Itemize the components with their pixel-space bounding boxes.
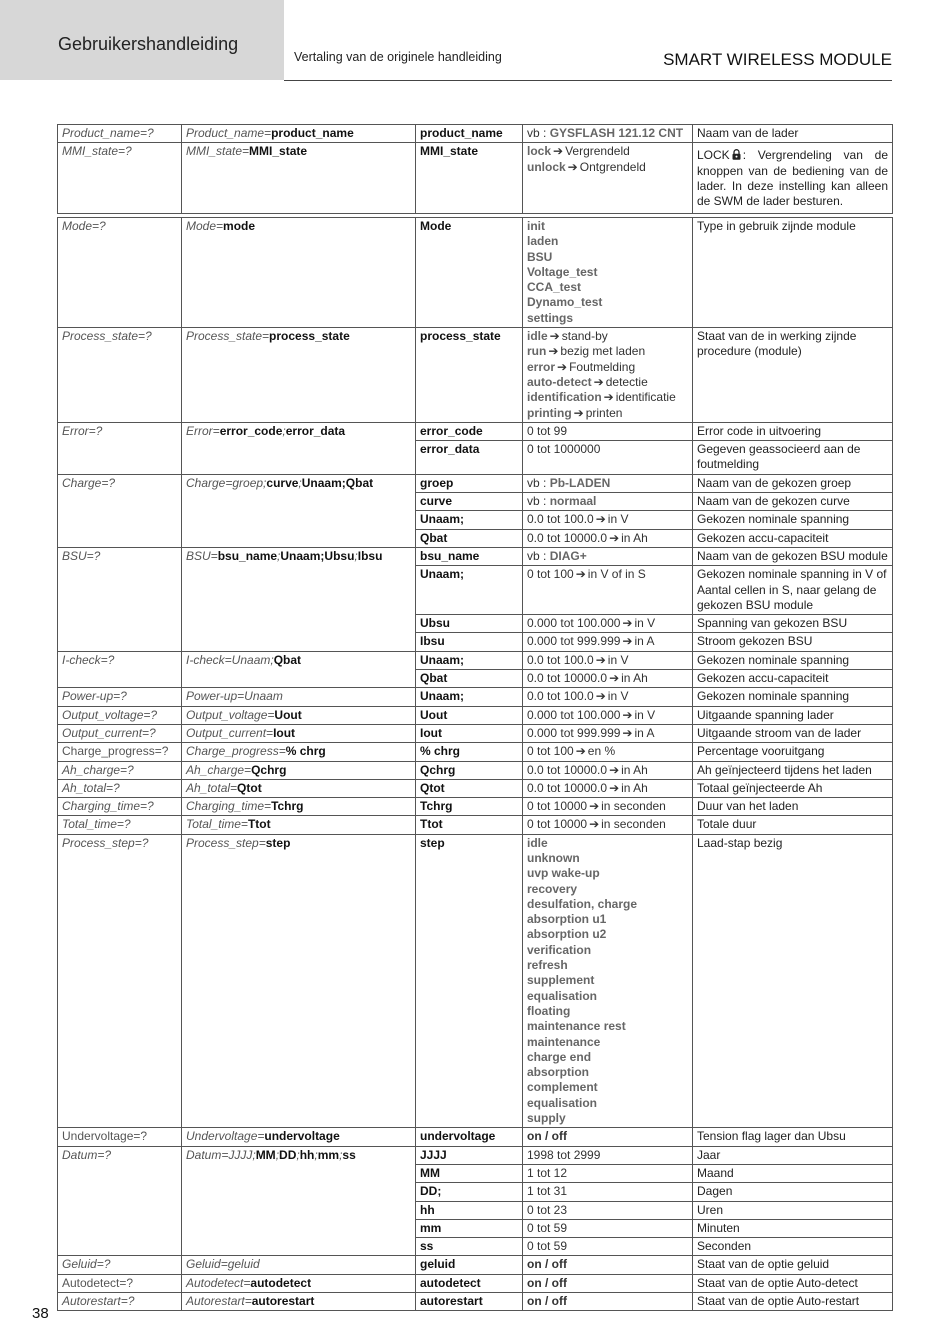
- response-cell: Ah_charge=Qchrg: [182, 761, 416, 779]
- response-cell: Total_time=Ttot: [182, 816, 416, 834]
- param-cell: Unaam;: [416, 566, 523, 615]
- table-row: [58, 125, 893, 143]
- table-row: [58, 143, 893, 214]
- description-cell: Uren: [693, 1201, 893, 1219]
- table-row: [58, 724, 893, 742]
- description-cell: Jaar: [693, 1146, 893, 1164]
- query-cell: Charge=?: [58, 474, 182, 547]
- arrow-icon: ➔: [609, 671, 620, 686]
- response-cell: Power-up=Unaam: [182, 688, 416, 706]
- query-cell: Process_state=?: [58, 328, 182, 423]
- description-cell: Gekozen accu-capaciteit: [693, 670, 893, 688]
- response-cell: Charge=groep;curve;Unaam;Qbat: [182, 474, 416, 547]
- page-title: Gebruikershandleiding: [58, 34, 239, 54]
- response-cell: Error=error_code;error_data: [182, 422, 416, 474]
- value-cell: 0.000 tot 100.000 ➔ in V: [523, 706, 693, 724]
- arrow-icon: ➔: [595, 512, 606, 527]
- query-cell: Charging_time=?: [58, 798, 182, 816]
- value-cell: 0 tot 1000000: [523, 441, 693, 475]
- query-cell: Datum=?: [58, 1146, 182, 1256]
- value-cell: idle ➔ stand-by run ➔ bezig met laden error ➔ Foutmelding auto-detect ➔ detectie identification ➔ identificatie printing ➔ printen: [523, 328, 693, 423]
- description-cell: Duur van het laden: [693, 798, 893, 816]
- query-cell: Mode=?: [58, 218, 182, 328]
- description-cell: Gekozen nominale spanning: [693, 688, 893, 706]
- arrow-icon: ➔: [595, 689, 606, 704]
- description-cell: Staat van de optie geluid: [693, 1256, 893, 1274]
- arrow-icon: ➔: [589, 799, 600, 814]
- param-cell: Tchrg: [416, 798, 523, 816]
- value-cell: 0.0 tot 10000.0 ➔ in Ah: [523, 761, 693, 779]
- table-row: [58, 474, 893, 492]
- value-cell: 0.000 tot 999.999 ➔ in A: [523, 724, 693, 742]
- description-cell: Maand: [693, 1164, 893, 1182]
- table-row: [58, 1274, 893, 1292]
- arrow-icon: ➔: [609, 530, 620, 545]
- description-cell: Naam van de gekozen groep: [693, 474, 893, 492]
- param-cell: geluid: [416, 1256, 523, 1274]
- value-cell: vb : Pb-LADEN: [523, 474, 693, 492]
- query-cell: BSU=?: [58, 547, 182, 651]
- value-cell: 0.0 tot 10000.0 ➔ in Ah: [523, 670, 693, 688]
- page-subtitle: Vertaling van de originele handleiding: [294, 50, 502, 64]
- description-cell: Type in gebruik zijnde module: [693, 218, 893, 328]
- arrow-icon: ➔: [557, 359, 568, 374]
- arrow-icon: ➔: [549, 329, 560, 344]
- value-cell: init laden BSU Voltage_test CCA_test Dynamo_test settings: [523, 218, 693, 328]
- description-cell: Naam van de gekozen curve: [693, 493, 893, 511]
- arrow-icon: ➔: [589, 817, 600, 832]
- description-cell: Staat van de optie Auto-detect: [693, 1274, 893, 1292]
- arrow-icon: ➔: [548, 344, 559, 359]
- description-cell: Gegeven geassocieerd aan de foutmelding: [693, 441, 893, 475]
- description-cell: Error code in uitvoering: [693, 422, 893, 440]
- description-cell: Spanning van gekozen BSU: [693, 615, 893, 633]
- response-cell: I-check=Unaam;Qbat: [182, 651, 416, 688]
- table-row: [58, 798, 893, 816]
- query-cell: I-check=?: [58, 651, 182, 688]
- param-cell: Qbat: [416, 529, 523, 547]
- arrow-icon: ➔: [609, 762, 620, 777]
- description-cell: Gekozen nominale spanning in V of Aantal cellen in S, naar gelang de gekozen BSU module: [693, 566, 893, 615]
- param-cell: Uout: [416, 706, 523, 724]
- param-cell: Unaam;: [416, 511, 523, 529]
- response-cell: Autodetect=autodetect: [182, 1274, 416, 1292]
- param-cell: Ibsu: [416, 633, 523, 651]
- value-cell: 0 tot 10000 ➔ in seconden: [523, 798, 693, 816]
- table-row: [58, 547, 893, 565]
- response-cell: Ah_total=Qtot: [182, 779, 416, 797]
- value-cell: 1998 tot 2999: [523, 1146, 693, 1164]
- response-cell: Mode=mode: [182, 218, 416, 328]
- param-cell: Qchrg: [416, 761, 523, 779]
- arrow-icon: ➔: [622, 707, 633, 722]
- description-cell: Seconden: [693, 1238, 893, 1256]
- value-cell: vb : normaal: [523, 493, 693, 511]
- value-cell: on / off: [523, 1274, 693, 1292]
- value-cell: 1 tot 31: [523, 1183, 693, 1201]
- table-row: [58, 706, 893, 724]
- description-cell: LOCK : Vergrendeling van de knoppen van de bediening van de lader. In deze instelling kan alleen de SWM de lader besturen.: [693, 143, 893, 214]
- table-row: [58, 218, 893, 328]
- arrow-icon: ➔: [567, 159, 578, 174]
- value-cell: 0 tot 59: [523, 1219, 693, 1237]
- value-cell: on / off: [523, 1293, 693, 1311]
- value-cell: 0.000 tot 999.999 ➔ in A: [523, 633, 693, 651]
- description-cell: Ah geïnjecteerd tijdens het laden: [693, 761, 893, 779]
- description-cell: Uitgaande spanning lader: [693, 706, 893, 724]
- value-cell: 0.0 tot 10000.0 ➔ in Ah: [523, 779, 693, 797]
- query-cell: Output_current=?: [58, 724, 182, 742]
- page-number: 38: [32, 1305, 49, 1322]
- description-cell: Totale duur: [693, 816, 893, 834]
- value-cell: lock ➔ Vergrendeld unlock ➔ Ontgrendeld: [523, 143, 693, 214]
- param-cell: error_code: [416, 422, 523, 440]
- param-cell: undervoltage: [416, 1128, 523, 1146]
- response-cell: Process_state=process_state: [182, 328, 416, 423]
- table-row: [58, 743, 893, 761]
- param-cell: autorestart: [416, 1293, 523, 1311]
- param-cell: MMI_state: [416, 143, 523, 214]
- value-cell: 1 tot 12: [523, 1164, 693, 1182]
- query-cell: Product_name=?: [58, 125, 182, 143]
- value-cell: 0 tot 100 ➔ en %: [523, 743, 693, 761]
- product-name-heading: SMART WIRELESS MODULE: [663, 50, 892, 69]
- query-cell: Charge_progress=?: [58, 743, 182, 761]
- response-cell: Charging_time=Tchrg: [182, 798, 416, 816]
- description-cell: Dagen: [693, 1183, 893, 1201]
- response-cell: Undervoltage=undervoltage: [182, 1128, 416, 1146]
- query-cell: Total_time=?: [58, 816, 182, 834]
- query-cell: Process_step=?: [58, 834, 182, 1128]
- table-row: [58, 779, 893, 797]
- table-row: [58, 1293, 893, 1311]
- table-row: [58, 1256, 893, 1274]
- description-cell: Gekozen nominale spanning: [693, 651, 893, 669]
- value-cell: 0.000 tot 100.000 ➔ in V: [523, 615, 693, 633]
- description-cell: Gekozen accu-capaciteit: [693, 529, 893, 547]
- query-cell: Ah_total=?: [58, 779, 182, 797]
- response-cell: Output_voltage=Uout: [182, 706, 416, 724]
- query-cell: Autorestart=?: [58, 1293, 182, 1311]
- param-cell: Qtot: [416, 779, 523, 797]
- query-cell: Error=?: [58, 422, 182, 474]
- param-cell: DD;: [416, 1183, 523, 1201]
- query-cell: Power-up=?: [58, 688, 182, 706]
- value-cell: 0 tot 59: [523, 1238, 693, 1256]
- description-cell: Staat van de optie Auto-restart: [693, 1293, 893, 1311]
- arrow-icon: ➔: [595, 652, 606, 667]
- arrow-icon: ➔: [603, 390, 614, 405]
- param-cell: Unaam;: [416, 688, 523, 706]
- param-cell: error_data: [416, 441, 523, 475]
- param-cell: Ubsu: [416, 615, 523, 633]
- response-cell: Datum=JJJJ;MM;DD;hh;mm;ss: [182, 1146, 416, 1256]
- description-cell: Tension flag lager dan Ubsu: [693, 1128, 893, 1146]
- arrow-icon: ➔: [622, 634, 633, 649]
- arrow-icon: ➔: [609, 780, 620, 795]
- command-table-main: [57, 217, 893, 1311]
- description-cell: Stroom gekozen BSU: [693, 633, 893, 651]
- query-cell: MMI_state=?: [58, 143, 182, 214]
- arrow-icon: ➔: [553, 144, 564, 159]
- response-cell: BSU=bsu_name;Unaam;Ubsu;Ibsu: [182, 547, 416, 651]
- description-cell: Naam van de lader: [693, 125, 893, 143]
- description-cell: Staat van de in werking zijnde procedure (module): [693, 328, 893, 423]
- param-cell: autodetect: [416, 1274, 523, 1292]
- response-cell: Charge_progress=% chrg: [182, 743, 416, 761]
- value-cell: 0.0 tot 100.0 ➔ in V: [523, 651, 693, 669]
- param-cell: % chrg: [416, 743, 523, 761]
- table-row: [58, 422, 893, 440]
- description-cell: Uitgaande stroom van de lader: [693, 724, 893, 742]
- param-cell: Mode: [416, 218, 523, 328]
- param-cell: Iout: [416, 724, 523, 742]
- table-row: [58, 328, 893, 423]
- arrow-icon: ➔: [575, 567, 586, 582]
- table-row: [58, 761, 893, 779]
- command-table-top: [57, 124, 893, 214]
- value-cell: 0 tot 23: [523, 1201, 693, 1219]
- response-cell: Process_step=step: [182, 834, 416, 1128]
- param-cell: step: [416, 834, 523, 1128]
- param-cell: Ttot: [416, 816, 523, 834]
- response-cell: Product_name=product_name: [182, 125, 416, 143]
- param-cell: bsu_name: [416, 547, 523, 565]
- value-cell: on / off: [523, 1256, 693, 1274]
- query-cell: Output_voltage=?: [58, 706, 182, 724]
- header-divider: [284, 80, 892, 81]
- arrow-icon: ➔: [622, 725, 633, 740]
- value-cell: 0 tot 99: [523, 422, 693, 440]
- value-cell: idle unknown uvp wake-up recovery desulfation, charge absorption u1 absorption u2 verification refresh supplement equalisation floating maintenance rest maintenance charge end absorption complement equalisation supply: [523, 834, 693, 1128]
- response-cell: MMI_state=MMI_state: [182, 143, 416, 214]
- value-cell: 0.0 tot 10000.0 ➔ in Ah: [523, 529, 693, 547]
- arrow-icon: ➔: [622, 616, 633, 631]
- query-cell: Geluid=?: [58, 1256, 182, 1274]
- param-cell: Unaam;: [416, 651, 523, 669]
- table-row: [58, 688, 893, 706]
- query-cell: Autodetect=?: [58, 1274, 182, 1292]
- param-cell: hh: [416, 1201, 523, 1219]
- table-row: [58, 834, 893, 1128]
- response-cell: Geluid=geluid: [182, 1256, 416, 1274]
- arrow-icon: ➔: [573, 405, 584, 420]
- description-cell: Percentage vooruitgang: [693, 743, 893, 761]
- response-cell: Output_current=Iout: [182, 724, 416, 742]
- description-cell: Gekozen nominale spanning: [693, 511, 893, 529]
- query-cell: Ah_charge=?: [58, 761, 182, 779]
- description-cell: Totaal geïnjecteerde Ah: [693, 779, 893, 797]
- param-cell: curve: [416, 493, 523, 511]
- param-cell: ss: [416, 1238, 523, 1256]
- response-cell: Autorestart=autorestart: [182, 1293, 416, 1311]
- description-cell: Laad-stap bezig: [693, 834, 893, 1128]
- table-row: [58, 651, 893, 669]
- description-cell: Naam van de gekozen BSU module: [693, 547, 893, 565]
- param-cell: mm: [416, 1219, 523, 1237]
- arrow-icon: ➔: [593, 374, 604, 389]
- value-cell: 0 tot 10000 ➔ in seconden: [523, 816, 693, 834]
- value-cell: vb : GYSFLASH 121.12 CNT: [523, 125, 693, 143]
- param-cell: product_name: [416, 125, 523, 143]
- param-cell: process_state: [416, 328, 523, 423]
- param-cell: JJJJ: [416, 1146, 523, 1164]
- table-row: [58, 816, 893, 834]
- param-cell: groep: [416, 474, 523, 492]
- table-row: [58, 1128, 893, 1146]
- value-cell: vb : DIAG+: [523, 547, 693, 565]
- value-cell: 0.0 tot 100.0 ➔ in V: [523, 511, 693, 529]
- value-cell: 0 tot 100 ➔ in V of in S: [523, 566, 693, 615]
- description-cell: Minuten: [693, 1219, 893, 1237]
- arrow-icon: ➔: [575, 744, 586, 759]
- param-cell: MM: [416, 1164, 523, 1182]
- query-cell: Undervoltage=?: [58, 1128, 182, 1146]
- value-cell: on / off: [523, 1128, 693, 1146]
- lock-icon: [732, 149, 741, 160]
- param-cell: Qbat: [416, 670, 523, 688]
- value-cell: 0.0 tot 100.0 ➔ in V: [523, 688, 693, 706]
- table-row: [58, 1146, 893, 1164]
